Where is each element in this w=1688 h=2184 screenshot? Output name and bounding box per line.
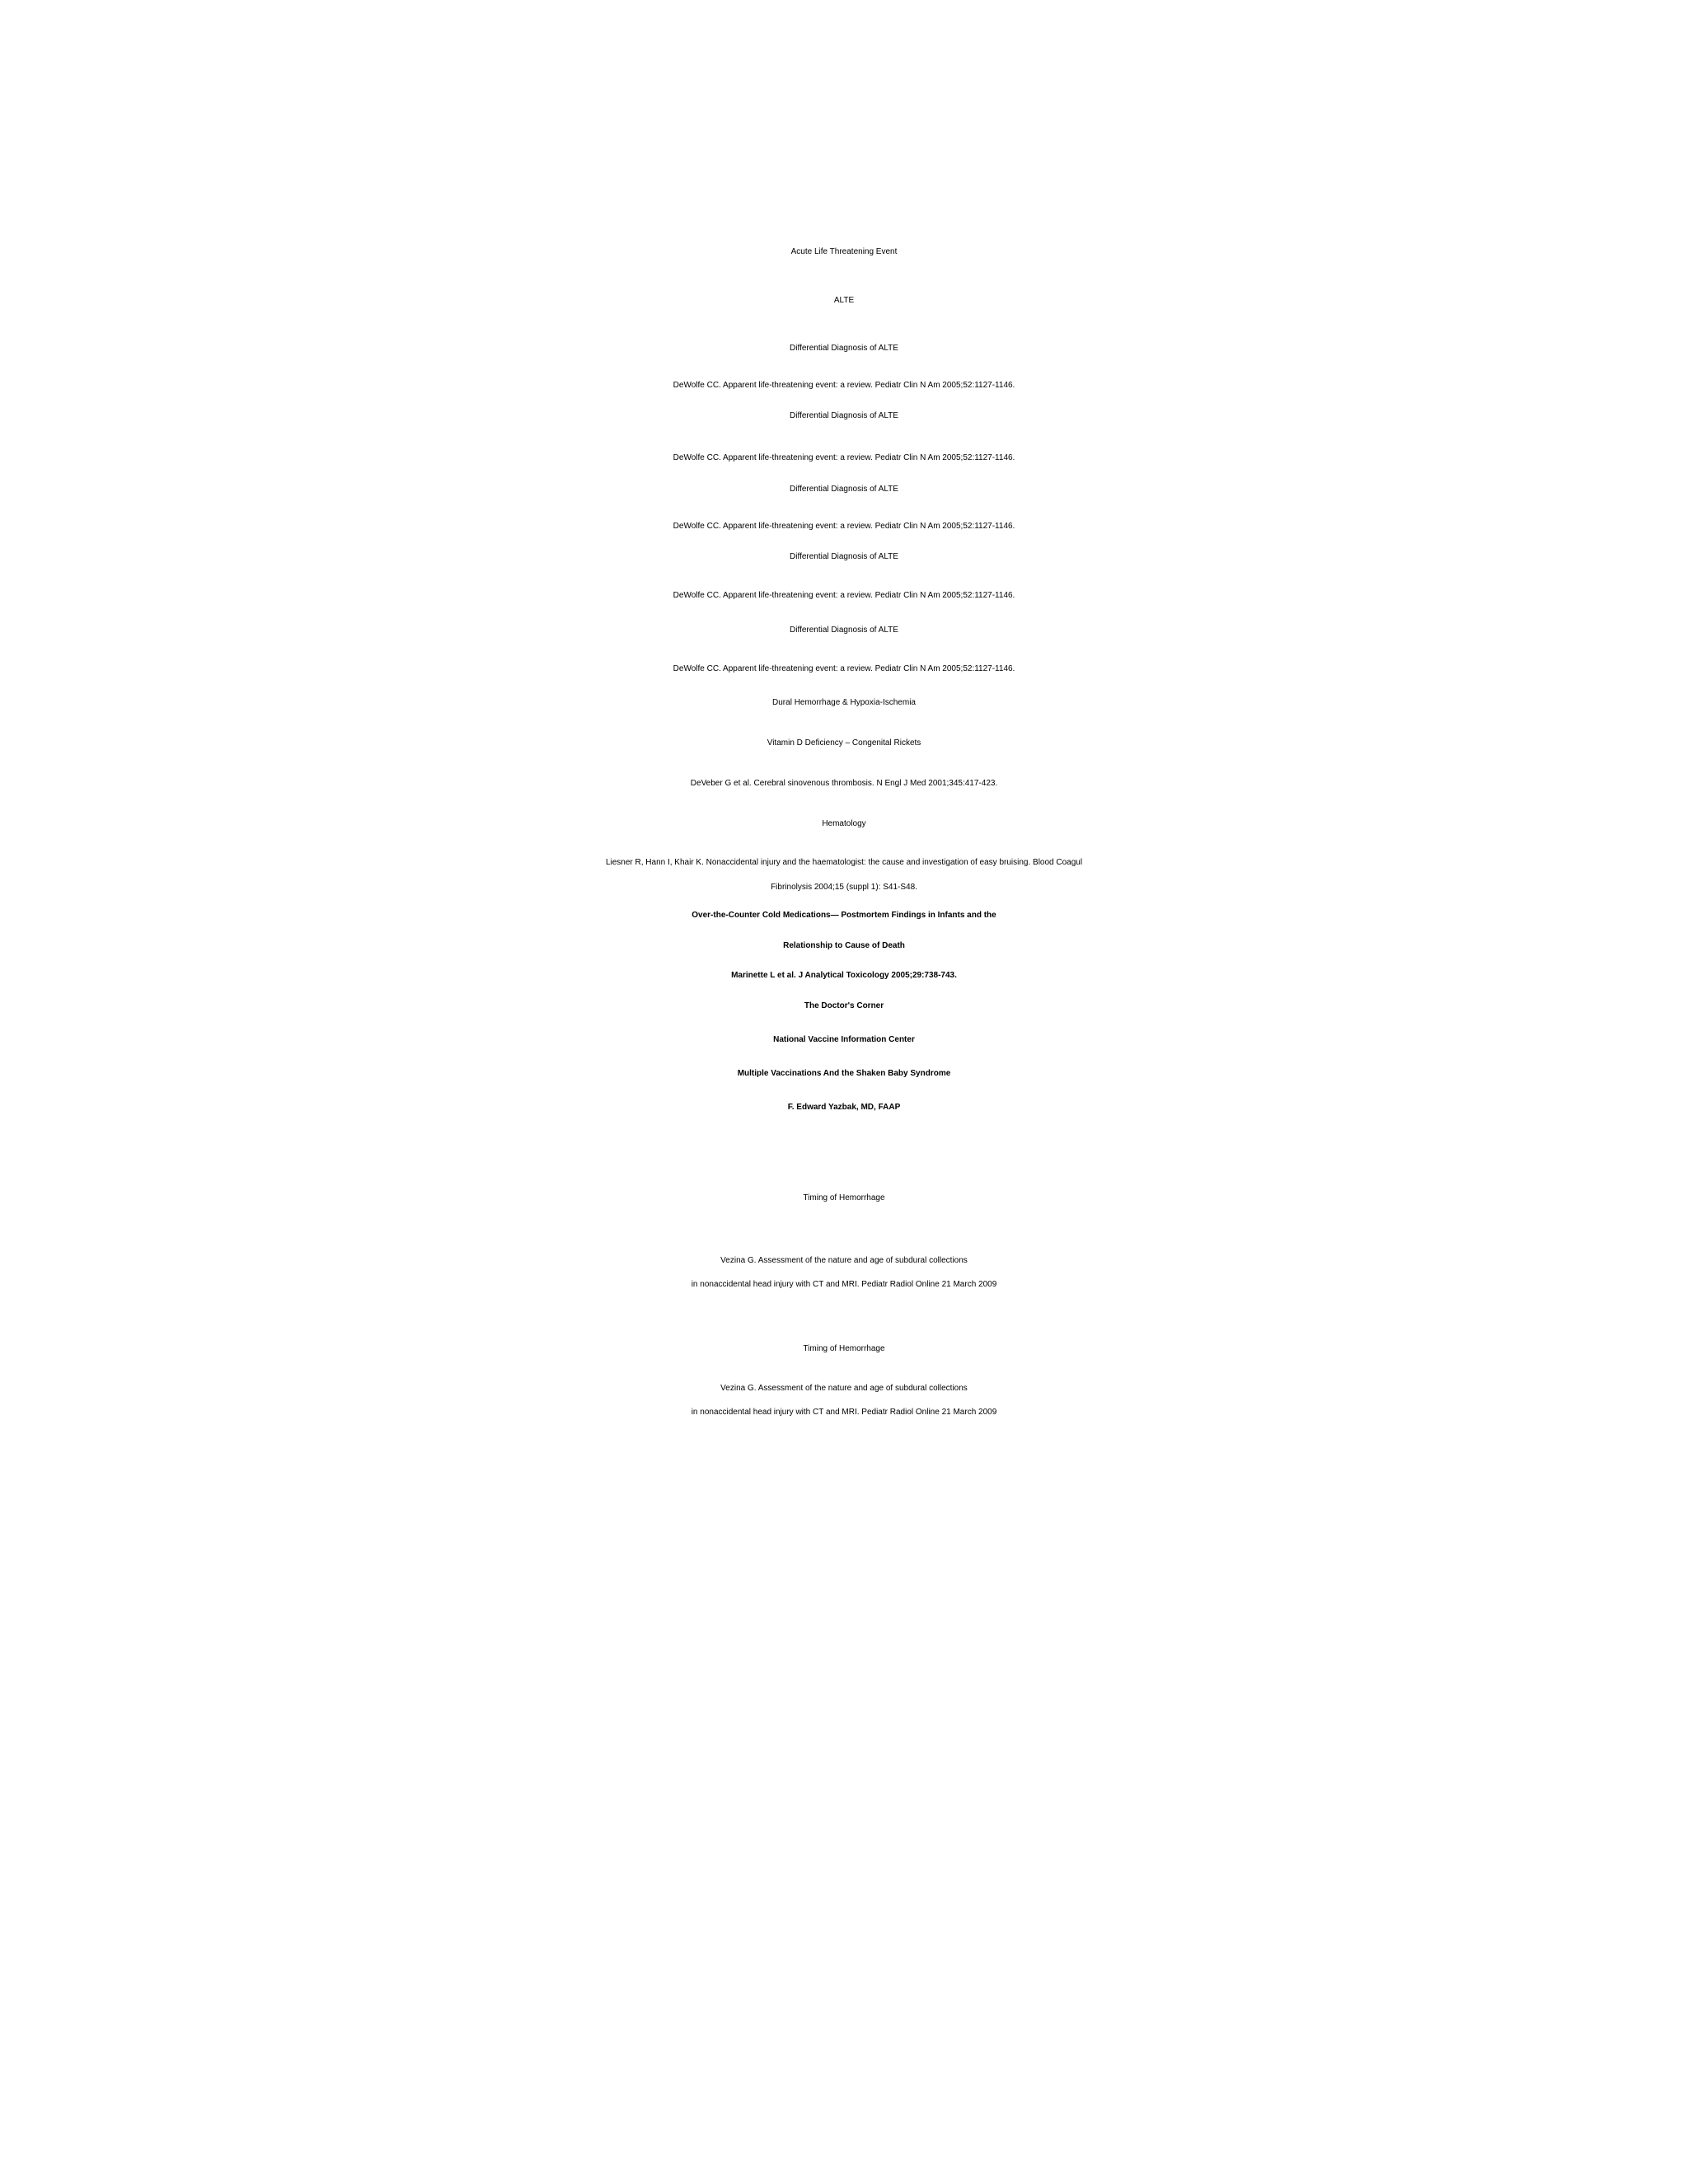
- otc-citation: Marinette L et al. J Analytical Toxicology 2005;29:738-743.: [731, 971, 957, 980]
- hematology-citation-line2: Fibrinolysis 2004;15 (suppl 1): S41-S48.: [771, 883, 917, 892]
- section-heading: Differential Diagnosis of ALTE: [790, 344, 898, 353]
- deveber-citation: DeVeber G et al. Cerebral sinovenous thrombosis. N Engl J Med 2001;345:417-423.: [690, 779, 998, 788]
- doctors-corner-line1: The Doctor's Corner: [804, 1001, 884, 1010]
- section-citation: DeWolfe CC. Apparent life-threatening event: a review. Pediatr Clin N Am 2005;52:1127-1146.: [673, 453, 1015, 462]
- section-citation: DeWolfe CC. Apparent life-threatening event: a review. Pediatr Clin N Am 2005;52:1127-1146.: [673, 591, 1015, 600]
- doctors-corner-line3: Multiple Vaccinations And the Shaken Baby Syndrome: [737, 1069, 951, 1078]
- timing-citation-line2: in nonaccidental head injury with CT and MRI. Pediatr Radiol Online 21 March 2009: [691, 1408, 997, 1417]
- doctors-corner-line4: F. Edward Yazbak, MD, FAAP: [787, 1103, 901, 1112]
- timing-heading: Timing of Hemorrhage: [803, 1344, 885, 1353]
- section-citation: DeWolfe CC. Apparent life-threatening event: a review. Pediatr Clin N Am 2005;52:1127-1146.: [673, 381, 1015, 390]
- section-citation: DeWolfe CC. Apparent life-threatening event: a review. Pediatr Clin N Am 2005;52:1127-1146.: [673, 522, 1015, 531]
- hematology-heading: Hematology: [822, 819, 866, 828]
- section-heading: Differential Diagnosis of ALTE: [790, 552, 898, 561]
- section-heading: Differential Diagnosis of ALTE: [790, 626, 898, 635]
- doctors-corner-line2: National Vaccine Information Center: [773, 1035, 915, 1044]
- otc-title-line1: Over-the-Counter Cold Medications— Postmortem Findings in Infants and the: [692, 911, 996, 920]
- document-acronym: ALTE: [833, 296, 855, 305]
- timing-citation-line1: Vezina G. Assessment of the nature and age of subdural collections: [720, 1384, 968, 1393]
- section-heading: Differential Diagnosis of ALTE: [790, 485, 898, 494]
- section-citation: DeWolfe CC. Apparent life-threatening event: a review. Pediatr Clin N Am 2005;52:1127-1146.: [673, 664, 1015, 673]
- hematology-citation-line1: Liesner R, Hann I, Khair K. Nonaccidental injury and the haematologist: the cause and investigation of easy bruising. Blood Coagul: [605, 858, 1083, 867]
- section-heading: Differential Diagnosis of ALTE: [790, 411, 898, 420]
- document-title: Acute Life Threatening Event: [790, 247, 898, 256]
- dural-hemorrhage-heading: Dural Hemorrhage & Hypoxia-Ischemia: [772, 698, 916, 707]
- otc-title-line2: Relationship to Cause of Death: [783, 941, 905, 950]
- timing-citation-line2: in nonaccidental head injury with CT and MRI. Pediatr Radiol Online 21 March 2009: [691, 1280, 997, 1289]
- timing-heading: Timing of Hemorrhage: [803, 1193, 885, 1202]
- vitamin-d-heading: Vitamin D Deficiency – Congenital Rickets: [767, 738, 921, 748]
- timing-citation-line1: Vezina G. Assessment of the nature and age of subdural collections: [720, 1256, 968, 1265]
